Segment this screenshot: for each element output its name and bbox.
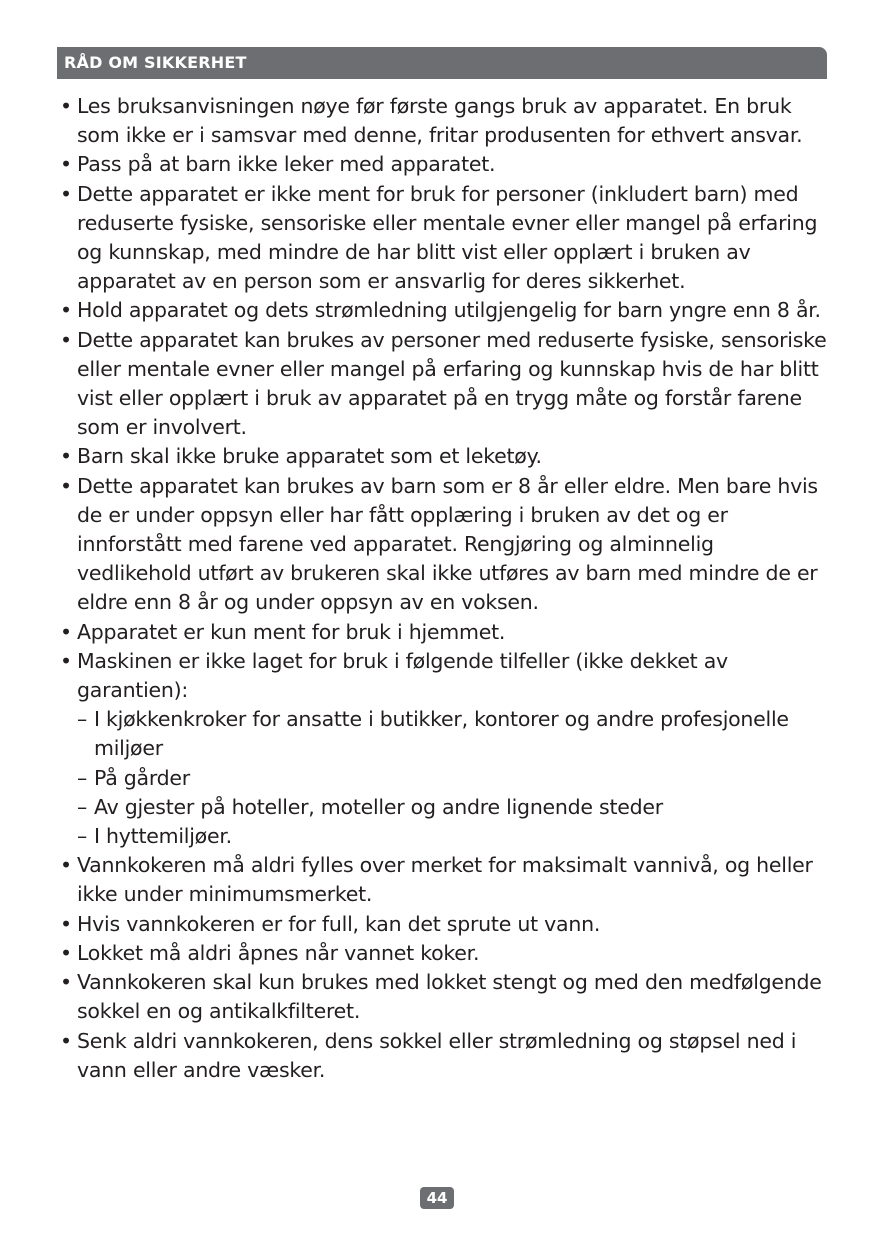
list-item xyxy=(60,910,832,939)
list-item-text: Dette apparatet kan brukes av barn som er 8 år eller eldre. Men bare hvis de er under oppsyn eller har fått opplæring i bruken av det og er innforstått med farene ved apparatet. Rengjøring og alminnelig vedlikehold utført av brukeren skal ikke utføres av barn med mindre de er eldre enn 8 år og under oppsyn av en voksen. xyxy=(77,473,818,615)
list-item-text: Dette apparatet kan brukes av personer med reduserte fysiske, sensoriske eller mentale evner eller mangel på erfaring og kunnskap hvis de har blitt vist eller opplært i bruk av apparatet på en trygg måte og forstår farene som er involvert. xyxy=(77,327,827,440)
sub-list-item xyxy=(60,793,832,822)
sub-list-item-text: I kjøkkenkroker for ansatte i butikker, kontorer og andre profesjonelle miljøer xyxy=(94,707,789,761)
bullet-icon: • xyxy=(60,181,72,206)
list-item xyxy=(60,180,832,297)
bullet-icon: • xyxy=(60,94,72,118)
bullet-icon: • xyxy=(60,327,72,352)
list-item-text: Barn skal ikke bruke apparatet som et leketøy. xyxy=(77,444,542,469)
bullet-icon: • xyxy=(60,940,72,965)
list-item xyxy=(60,1027,832,1085)
list-item-text: Hold apparatet og dets strømledning utilgjengelig for barn yngre enn 8 år. xyxy=(77,298,821,323)
list-item xyxy=(60,851,832,909)
list-item xyxy=(60,472,832,618)
sub-list-item xyxy=(60,822,832,851)
list-item xyxy=(60,92,832,150)
list-item-text: Maskinen er ikke laget for bruk i følgende tilfeller (ikke dekket av garantien): xyxy=(77,648,728,703)
bullet-icon: • xyxy=(60,1028,72,1053)
page-number: 44 xyxy=(420,1187,454,1209)
list-item-text: Pass på at barn ikke leker med apparatet. xyxy=(77,152,496,177)
dash-icon: – xyxy=(77,707,87,732)
list-item-text: Senk aldri vannkokeren, dens sokkel eller strømledning og støpsel ned i vann eller andre væsker. xyxy=(77,1028,797,1082)
list-item-text: Lokket må aldri åpnes når vannet koker. xyxy=(77,940,480,965)
list-item-text: Vannkokeren må aldri fylles over merket for maksimalt vannivå, og heller ikke under minimumsmerket. xyxy=(77,853,813,907)
section-title: RÅD OM SIKKERHET xyxy=(64,53,247,72)
dash-icon: – xyxy=(77,824,87,849)
bullet-icon: • xyxy=(60,619,72,644)
list-item-text: Vannkokeren skal kun brukes med lokket stengt og med den medfølgende sokkel en og antikalkfilteret. xyxy=(77,970,822,1024)
dash-icon: – xyxy=(77,765,87,790)
bullet-icon: • xyxy=(60,853,72,878)
list-item xyxy=(60,939,832,968)
sub-list-item-text: På gårder xyxy=(94,765,190,790)
list-item xyxy=(60,647,832,705)
list-item-text: Apparatet er kun ment for bruk i hjemmet. xyxy=(77,619,506,644)
list-item-text: Dette apparatet er ikke ment for bruk for personer (inkludert barn) med reduserte fysiske, sensoriske eller mentale evner eller mangel på erfaring og kunnskap, med mindre de har blitt vist eller opplært i bruken av apparatet av en person som er ansvarlig for deres sikkerhet. xyxy=(77,181,818,294)
list-item-text: Hvis vannkokeren er for full, kan det sprute ut vann. xyxy=(77,911,601,936)
bullet-icon: • xyxy=(60,970,72,995)
safety-instructions-list xyxy=(60,92,832,1085)
list-item xyxy=(60,618,832,647)
section-header-bar xyxy=(57,47,827,79)
sub-list-item-text: Av gjester på hoteller, moteller og andre lignende steder xyxy=(94,794,663,819)
bullet-icon: • xyxy=(60,473,72,498)
bullet-icon: • xyxy=(60,298,72,323)
list-item xyxy=(60,296,832,325)
list-item xyxy=(60,150,832,179)
sub-list-item-text: I hyttemiljøer. xyxy=(94,824,232,849)
sub-list-item xyxy=(60,764,832,793)
bullet-icon: • xyxy=(60,648,72,673)
list-item xyxy=(60,326,832,443)
bullet-icon: • xyxy=(60,911,72,936)
sub-list-item xyxy=(60,705,832,763)
dash-icon: – xyxy=(77,794,87,819)
list-item xyxy=(60,442,832,471)
list-item-text: Les bruksanvisningen nøye før første gangs bruk av apparatet. En bruk som ikke er i samsvar med denne, fritar produsenten for ethvert ansvar. xyxy=(77,94,803,148)
bullet-icon: • xyxy=(60,444,72,469)
list-item xyxy=(60,968,832,1026)
bullet-icon: • xyxy=(60,152,72,177)
